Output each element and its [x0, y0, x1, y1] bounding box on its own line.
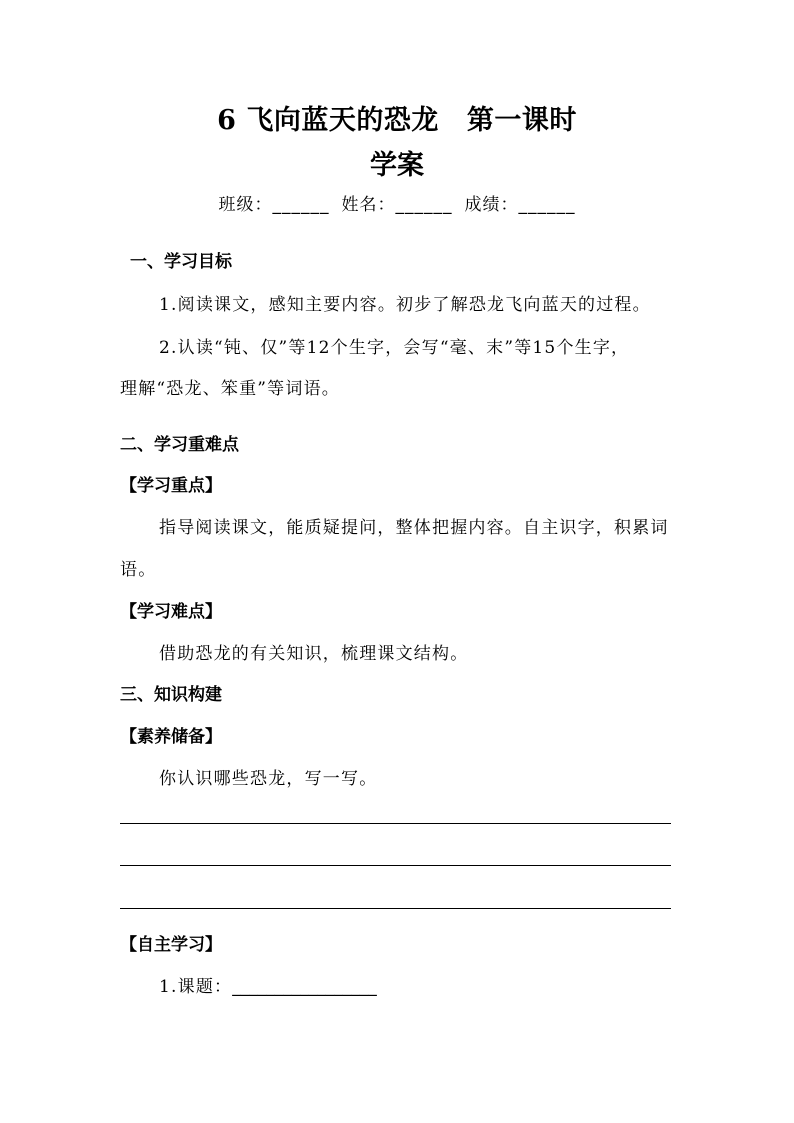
self-study-label: 【自主学习】: [120, 935, 222, 955]
difficulty-text: 借助恐龙的有关知识，梳理课文结构。: [159, 644, 469, 664]
goals-item-2-line-1: 2.认读“钝、仅”等12个生字，会写“毫、末”等15个生字，: [159, 338, 630, 358]
score-label: 成绩：: [464, 195, 519, 215]
lesson-name: 飞向蓝天的恐龙: [246, 105, 439, 136]
self-study-item-1-label: 1.课题：: [159, 977, 233, 997]
self-study-item-1: [159, 972, 377, 997]
class-blank[interactable]: ______: [272, 195, 330, 215]
difficulty-label: 【学习难点】: [120, 602, 222, 622]
goals-item-2-line-2: 理解“恐龙、笨重”等词语。: [120, 379, 340, 399]
score-blank[interactable]: ______: [518, 195, 576, 215]
goals-item-1: 1.阅读课文，感知主要内容。初步了解恐龙飞向蓝天的过程。: [159, 295, 651, 315]
reserve-prompt: 你认识哪些恐龙，写一写。: [159, 769, 378, 789]
goals-heading: 一、学习目标: [130, 252, 232, 272]
page-title: [0, 98, 794, 137]
student-info-line: [0, 190, 794, 215]
name-blank[interactable]: ______: [395, 195, 453, 215]
focus-text-line-2: 语。: [120, 560, 157, 580]
title-answer-blank[interactable]: _________________: [232, 977, 377, 997]
construction-heading: 三、知识构建: [120, 685, 222, 705]
answer-line-2[interactable]: [120, 865, 671, 866]
focus-label: 【学习重点】: [120, 476, 222, 496]
answer-line-1[interactable]: [120, 823, 671, 824]
reserve-label: 【素养储备】: [120, 727, 222, 747]
page-subtitle: 学案: [370, 150, 424, 181]
lesson-number: 6: [217, 105, 237, 136]
lesson-period: 第一课时: [466, 105, 577, 136]
focus-text-line-1: 指导阅读课文，能质疑提问，整体把握内容。自主识字，积累词: [159, 518, 669, 538]
answer-line-3[interactable]: [120, 908, 671, 909]
key-points-heading: 二、学习重难点: [120, 435, 239, 455]
class-label: 班级：: [218, 195, 273, 215]
name-label: 姓名：: [341, 195, 396, 215]
